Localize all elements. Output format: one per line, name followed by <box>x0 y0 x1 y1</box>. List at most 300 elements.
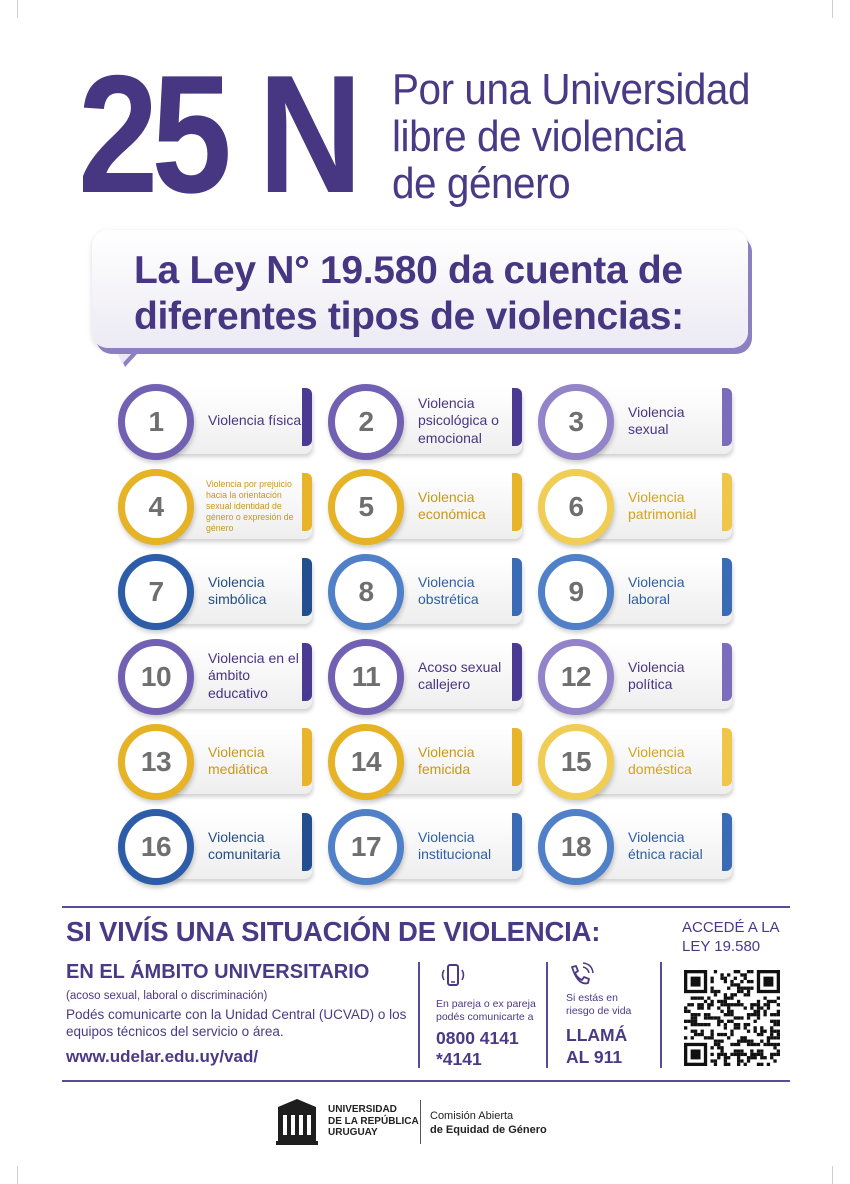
qr-module <box>697 996 700 999</box>
qr-module <box>734 1053 737 1056</box>
qr-module <box>720 977 723 980</box>
qr-module <box>684 1026 687 1029</box>
poster-header <box>78 40 788 228</box>
qr-module <box>724 1033 727 1036</box>
card-number: 16 <box>140 831 172 862</box>
qr-module <box>717 1023 720 1026</box>
card-label: Violencia doméstica <box>628 743 692 777</box>
card-number: 14 <box>350 746 382 777</box>
qr-module <box>740 1036 743 1039</box>
qr-module <box>697 1033 700 1036</box>
qr-module <box>734 1016 737 1019</box>
qr-module <box>777 1023 780 1026</box>
card-number-circle <box>118 554 194 630</box>
card-number-circle <box>538 809 614 885</box>
qr-module <box>717 1053 720 1056</box>
qr-module <box>737 1026 740 1029</box>
qr-module <box>720 1040 723 1043</box>
qr-module <box>720 973 723 976</box>
qr-module <box>777 996 780 999</box>
qr-module <box>730 993 733 996</box>
qr-module <box>730 1013 733 1016</box>
qr-module <box>747 1059 750 1062</box>
qr-module <box>727 996 730 999</box>
qr-module <box>737 983 740 986</box>
qr-module <box>734 1026 737 1029</box>
mobile-phone-vibrate-icon <box>438 962 468 996</box>
qr-module <box>770 1013 773 1016</box>
qr-finder-core <box>691 977 701 987</box>
udelar-line-3: URUGUAY <box>328 1127 378 1138</box>
card-number-circle <box>538 639 614 715</box>
udelar-line-2: DE LA REPÚBLICA <box>328 1115 419 1127</box>
qr-module <box>701 1003 704 1006</box>
qr-module <box>754 1030 757 1033</box>
card-number: 10 <box>140 661 172 692</box>
qr-module <box>737 1056 740 1059</box>
qr-module <box>684 1020 687 1023</box>
qr-module <box>757 1000 760 1003</box>
qr-module <box>737 1053 740 1056</box>
qr-module <box>684 1006 687 1009</box>
qr-module <box>750 1056 753 1059</box>
qr-module <box>737 990 740 993</box>
card-label: Violencia por prejuicio hacia la orientación sexual identidad de género o expresión de género <box>206 478 294 533</box>
qr-module <box>704 1036 707 1039</box>
qr-module <box>750 1006 753 1009</box>
vad-link[interactable]: www.udelar.edu.uy/vad/ <box>66 1047 259 1066</box>
qr-module <box>714 990 717 993</box>
qr-module <box>750 1040 753 1043</box>
qr-module <box>691 1020 694 1023</box>
qr-module <box>707 1006 710 1009</box>
qr-module <box>730 980 733 983</box>
qr-module <box>694 1023 697 1026</box>
card-number-circle <box>538 384 614 460</box>
qr-module <box>754 1003 757 1006</box>
qr-module <box>710 1033 713 1036</box>
comision-line-1: Comisión Abierta <box>430 1110 514 1122</box>
card-number-circle <box>328 384 404 460</box>
qr-module <box>763 1010 766 1013</box>
card-label: Violencia comunitaria <box>208 828 281 862</box>
udelar-name <box>328 1104 419 1139</box>
card-number-circle <box>328 724 404 800</box>
qr-module <box>701 1033 704 1036</box>
qr-module <box>773 1023 776 1026</box>
qr-module <box>740 1003 743 1006</box>
qr-module <box>737 1040 740 1043</box>
qr-module <box>691 1016 694 1019</box>
qr-module <box>747 1013 750 1016</box>
qr-module <box>697 1003 700 1006</box>
qr-module <box>691 1003 694 1006</box>
qr-module <box>760 1033 763 1036</box>
qr-module <box>730 1020 733 1023</box>
qr-module <box>710 1030 713 1033</box>
card-number-circle <box>538 554 614 630</box>
violence-type-card <box>118 554 312 630</box>
card-number: 1 <box>148 406 164 437</box>
qr-module <box>747 970 750 973</box>
qr-module <box>724 1003 727 1006</box>
qr-module <box>730 1003 733 1006</box>
qr-module <box>717 1043 720 1046</box>
qr-module <box>724 996 727 999</box>
qr-module <box>734 1023 737 1026</box>
qr-module <box>724 993 727 996</box>
qr-module <box>724 1053 727 1056</box>
qr-module <box>724 1059 727 1062</box>
law-speech-bubble <box>92 230 754 370</box>
violence-type-card <box>538 809 732 885</box>
qr-module <box>727 1003 730 1006</box>
qr-module <box>760 1056 763 1059</box>
qr-module <box>754 1013 757 1016</box>
card-label: Violencia femicida <box>418 743 475 777</box>
violence-type-card <box>118 724 312 800</box>
tagline <box>392 66 760 207</box>
card-number-circle <box>328 469 404 545</box>
qr-module <box>727 1036 730 1039</box>
qr-module <box>730 1053 733 1056</box>
violence-type-card <box>538 469 732 545</box>
qr-module <box>744 977 747 980</box>
qr-module <box>730 1033 733 1036</box>
qr-module <box>757 1016 760 1019</box>
qr-module <box>737 1049 740 1052</box>
phone-ringing-icon <box>566 962 596 996</box>
violence-type-card <box>328 809 522 885</box>
qr-module <box>750 1049 753 1052</box>
qr-module <box>760 1006 763 1009</box>
qr-module <box>777 1003 780 1006</box>
qr-module <box>734 993 737 996</box>
qr-module <box>767 1000 770 1003</box>
qr-module <box>720 1010 723 1013</box>
qr-module <box>710 987 713 990</box>
qr-module <box>694 1020 697 1023</box>
qr-module <box>760 1063 763 1066</box>
qr-module <box>777 1033 780 1036</box>
qr-module <box>747 1016 750 1019</box>
qr-module <box>734 983 737 986</box>
card-number-circle <box>328 639 404 715</box>
qr-module <box>730 1030 733 1033</box>
bubble-line-1: La Ley N° 19.580 da cuenta de <box>134 249 683 292</box>
qr-module <box>740 1016 743 1019</box>
card-number: 13 <box>140 746 172 777</box>
qr-module <box>737 1000 740 1003</box>
qr-module <box>684 1010 687 1013</box>
qr-module <box>770 1036 773 1039</box>
qr-module <box>777 1053 780 1056</box>
qr-module <box>691 1023 694 1026</box>
card-number: 6 <box>568 491 584 522</box>
qr-module <box>704 1023 707 1026</box>
qr-module <box>707 1013 710 1016</box>
tagline-line-3: de género <box>392 159 571 208</box>
qr-module <box>684 1036 687 1039</box>
qr-module <box>727 1013 730 1016</box>
qr-module <box>701 1023 704 1026</box>
violence-type-card <box>328 384 522 460</box>
qr-module <box>734 1003 737 1006</box>
qr-module <box>691 1030 694 1033</box>
qr-module <box>714 1063 717 1066</box>
qr-module <box>757 1010 760 1013</box>
qr-module <box>767 1003 770 1006</box>
violence-type-card <box>538 554 732 630</box>
violence-type-card <box>118 469 312 545</box>
qr-module <box>697 1023 700 1026</box>
qr-module <box>727 1006 730 1009</box>
logo-separator <box>420 1100 421 1144</box>
divider-top <box>62 906 790 908</box>
qr-module <box>737 1016 740 1019</box>
qr-module <box>717 1016 720 1019</box>
qr-module <box>777 1020 780 1023</box>
qr-module <box>763 1043 766 1046</box>
qr-module <box>701 1030 704 1033</box>
card-label: Violencia laboral <box>628 573 685 607</box>
qr-module <box>714 993 717 996</box>
qr-module <box>740 987 743 990</box>
card-number: 11 <box>351 661 381 692</box>
qr-module <box>694 1013 697 1016</box>
qr-module <box>757 1013 760 1016</box>
qr-module <box>714 1059 717 1062</box>
qr-module <box>773 1030 776 1033</box>
qr-module <box>691 996 694 999</box>
card-number: 12 <box>560 661 592 692</box>
qr-module <box>744 973 747 976</box>
violence-type-card <box>538 639 732 715</box>
qr-module <box>714 1043 717 1046</box>
qr-module <box>754 1053 757 1056</box>
qr-module <box>754 1026 757 1029</box>
qr-module <box>777 1010 780 1013</box>
qr-module <box>687 1003 690 1006</box>
qr-module <box>734 1043 737 1046</box>
pareja-number-1: 0800 4141 <box>436 1028 519 1048</box>
qr-module <box>737 1023 740 1026</box>
qr-module <box>687 1010 690 1013</box>
pareja-text: En pareja o ex pareja podés comunicarte a <box>436 998 536 1023</box>
qr-module <box>767 1040 770 1043</box>
qr-module <box>720 1053 723 1056</box>
qr-module <box>773 1013 776 1016</box>
qr-module <box>757 1003 760 1006</box>
qr-module <box>710 977 713 980</box>
qr-module <box>770 1033 773 1036</box>
card-number: 17 <box>350 831 382 862</box>
qr-module <box>770 1053 773 1056</box>
crop-mark-bottom-right <box>832 1166 850 1184</box>
qr-module <box>773 1043 776 1046</box>
card-label: Violencia política <box>628 658 685 692</box>
riesgo-text: Si estás en riesgo de vida <box>566 992 632 1017</box>
tagline-line-1: Por una Universidad <box>392 65 751 114</box>
qr-module <box>710 990 713 993</box>
card-number: 4 <box>148 491 164 522</box>
qr-module <box>724 977 727 980</box>
qr-module <box>744 1063 747 1066</box>
qr-module <box>763 1003 766 1006</box>
qr-module <box>740 980 743 983</box>
column-divider-3 <box>660 962 662 1068</box>
qr-module <box>767 1043 770 1046</box>
qr-module <box>750 1053 753 1056</box>
card-number-circle <box>118 809 194 885</box>
qr-module <box>714 1016 717 1019</box>
qr-module <box>754 1043 757 1046</box>
qr-module <box>740 990 743 993</box>
qr-code[interactable] <box>684 970 780 1066</box>
card-label: Violencia obstrética <box>418 573 479 607</box>
date-heading: 25 N <box>78 40 356 228</box>
card-number-circle <box>118 384 194 460</box>
qr-module <box>773 1020 776 1023</box>
qr-module <box>750 1003 753 1006</box>
card-number-circle <box>328 809 404 885</box>
riesgo-call-2: AL 911 <box>566 1047 623 1067</box>
qr-module <box>694 1030 697 1033</box>
bubble-text <box>134 248 734 340</box>
bubble-line-2: diferentes tipos de violencias: <box>134 295 684 338</box>
qr-module <box>763 1056 766 1059</box>
qr-module <box>727 1020 730 1023</box>
qr-module <box>740 1053 743 1056</box>
card-number-circle <box>328 554 404 630</box>
qr-module <box>773 1059 776 1062</box>
qr-module <box>724 980 727 983</box>
qr-module <box>717 1056 720 1059</box>
qr-module <box>750 1013 753 1016</box>
crop-mark-top-right <box>832 0 850 18</box>
qr-module <box>744 1036 747 1039</box>
qr-module <box>694 1016 697 1019</box>
divider-bottom <box>62 1080 790 1082</box>
qr-module <box>757 1033 760 1036</box>
qr-finder-core <box>691 1049 701 1059</box>
card-number-circle <box>538 469 614 545</box>
qr-module <box>747 993 750 996</box>
qr-module <box>694 996 697 999</box>
card-number-circle <box>118 724 194 800</box>
qr-module <box>770 1026 773 1029</box>
crop-mark-top-left <box>0 0 18 18</box>
qr-module <box>704 1013 707 1016</box>
qr-module <box>760 1053 763 1056</box>
qr-module <box>737 970 740 973</box>
situation-title: SI VIVÍS UNA SITUACIÓN DE VIOLENCIA: <box>66 916 601 947</box>
qr-module <box>714 1040 717 1043</box>
qr-module <box>760 1049 763 1052</box>
qr-module <box>704 1000 707 1003</box>
qr-module <box>724 1063 727 1066</box>
crop-mark-bottom-left <box>0 1166 18 1184</box>
qr-module <box>767 1006 770 1009</box>
qr-module <box>770 1030 773 1033</box>
qr-module <box>744 1026 747 1029</box>
qr-module <box>770 1056 773 1059</box>
qr-module <box>737 1003 740 1006</box>
qr-module <box>724 1000 727 1003</box>
qr-module <box>717 1006 720 1009</box>
qr-module <box>747 1043 750 1046</box>
qr-module <box>730 996 733 999</box>
qr-module <box>710 1016 713 1019</box>
qr-module <box>747 987 750 990</box>
qr-module <box>757 1006 760 1009</box>
ambito-title: EN EL ÁMBITO UNIVERSITARIO <box>66 961 370 983</box>
qr-module <box>744 1040 747 1043</box>
qr-module <box>737 1043 740 1046</box>
qr-module <box>747 990 750 993</box>
qr-module <box>694 1033 697 1036</box>
card-number-circle <box>118 469 194 545</box>
qr-module <box>754 1020 757 1023</box>
qr-module <box>720 1000 723 1003</box>
qr-module <box>734 977 737 980</box>
qr-module <box>701 1006 704 1009</box>
ley-access-text: ACCEDÉ A LA LEY 19.580 <box>682 919 779 955</box>
qr-module <box>707 1003 710 1006</box>
qr-module <box>710 1059 713 1062</box>
qr-module <box>773 1053 776 1056</box>
qr-module <box>727 987 730 990</box>
qr-module <box>757 1063 760 1066</box>
qr-module <box>730 983 733 986</box>
qr-module <box>770 1043 773 1046</box>
qr-module <box>757 1053 760 1056</box>
qr-module <box>727 973 730 976</box>
card-number: 9 <box>568 576 584 607</box>
qr-module <box>767 1063 770 1066</box>
card-label: Violencia psicológica o emocional <box>418 394 499 446</box>
card-number: 7 <box>148 576 164 607</box>
qr-module <box>773 1036 776 1039</box>
qr-module <box>737 1063 740 1066</box>
qr-module <box>710 1046 713 1049</box>
qr-module <box>707 1016 710 1019</box>
qr-module <box>717 1033 720 1036</box>
qr-module <box>777 1036 780 1039</box>
qr-module <box>760 1040 763 1043</box>
qr-module <box>744 1023 747 1026</box>
qr-module <box>750 987 753 990</box>
qr-module <box>710 1000 713 1003</box>
qr-module <box>773 1000 776 1003</box>
riesgo-call-1: LLAMÁ <box>566 1025 628 1045</box>
violence-type-card <box>118 384 312 460</box>
qr-module <box>720 1003 723 1006</box>
card-label: Violencia sexual <box>628 403 685 437</box>
card-number: 15 <box>560 746 592 777</box>
card-label: Violencia simbólica <box>208 573 267 607</box>
qr-module <box>730 1043 733 1046</box>
qr-module <box>760 1026 763 1029</box>
qr-module <box>720 1049 723 1052</box>
qr-module <box>724 1056 727 1059</box>
qr-module <box>763 1013 766 1016</box>
violence-type-card <box>118 809 312 885</box>
qr-module <box>740 1049 743 1052</box>
qr-module <box>727 1056 730 1059</box>
qr-module <box>707 1023 710 1026</box>
card-number-circle <box>538 724 614 800</box>
